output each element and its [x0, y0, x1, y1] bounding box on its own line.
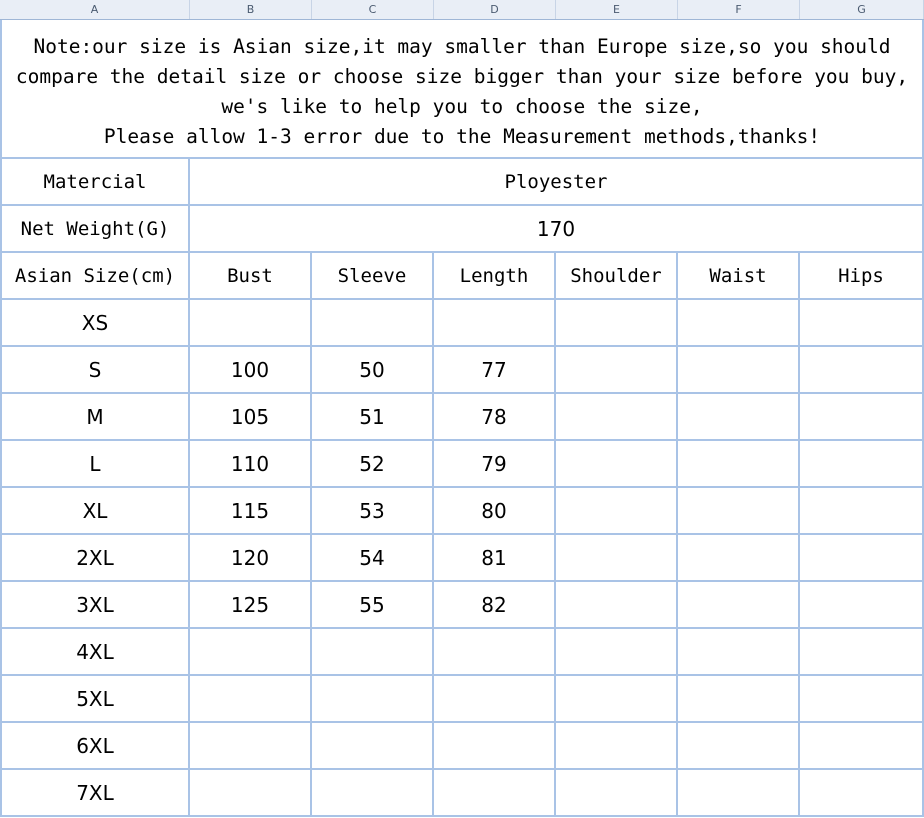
table-cell: [556, 441, 678, 488]
table-cell: 105: [190, 394, 312, 441]
table-cell: 53: [312, 488, 434, 535]
table-cell: 110: [190, 441, 312, 488]
table-cell: 55: [312, 582, 434, 629]
column-header-bar: [0, 0, 924, 20]
size-label: 5XL: [0, 676, 190, 723]
table-cell: [800, 582, 924, 629]
column-header-d[interactable]: D: [434, 0, 556, 19]
material-value: Ployester: [190, 159, 924, 206]
table-cell: [678, 394, 800, 441]
table-cell: 80: [434, 488, 556, 535]
table-cell: 81: [434, 535, 556, 582]
table-cell: [556, 723, 678, 770]
table-cell: [678, 723, 800, 770]
table-cell: 100: [190, 347, 312, 394]
table-cell: [800, 441, 924, 488]
table-cell: [678, 582, 800, 629]
table-cell: 78: [434, 394, 556, 441]
table-cell: [556, 676, 678, 723]
table-cell: [800, 347, 924, 394]
column-header-e[interactable]: E: [556, 0, 678, 19]
table-cell: [678, 488, 800, 535]
table-cell: [434, 723, 556, 770]
size-label: S: [0, 347, 190, 394]
table-cell: [556, 394, 678, 441]
table-cell: 50: [312, 347, 434, 394]
table-cell: 120: [190, 535, 312, 582]
header-sleeve: Sleeve: [312, 253, 434, 300]
header-shoulder: Shoulder: [556, 253, 678, 300]
table-cell: [190, 676, 312, 723]
note-line-3: we's like to help you to choose the size,: [221, 95, 703, 118]
note-line-1: Note:our size is Asian size,it may smaller than Europe size,so you should: [33, 35, 891, 58]
column-header-g[interactable]: G: [800, 0, 924, 19]
header-length: Length: [434, 253, 556, 300]
table-cell: [556, 629, 678, 676]
table-cell: [312, 723, 434, 770]
net-weight-value: 170: [190, 206, 924, 253]
table-cell: [678, 300, 800, 347]
size-label: 2XL: [0, 535, 190, 582]
note-line-2: compare the detail size or choose size bigger than your size before you buy,: [15, 65, 909, 88]
table-cell: [312, 676, 434, 723]
table-cell: [556, 300, 678, 347]
size-label: 7XL: [0, 770, 190, 817]
column-header-a[interactable]: A: [0, 0, 190, 19]
note-line-4: Please allow 1-3 error due to the Measurement methods,thanks!: [103, 125, 821, 148]
size-label: M: [0, 394, 190, 441]
table-cell: [678, 441, 800, 488]
table-cell: [190, 723, 312, 770]
table-cell: [312, 770, 434, 817]
size-label: XL: [0, 488, 190, 535]
table-cell: [800, 535, 924, 582]
table-cell: [190, 770, 312, 817]
table-cell: [678, 676, 800, 723]
table-cell: [800, 676, 924, 723]
table-cell: [800, 770, 924, 817]
table-cell: [190, 629, 312, 676]
table-cell: [312, 300, 434, 347]
table-cell: [800, 488, 924, 535]
table-cell: [434, 676, 556, 723]
column-header-f[interactable]: F: [678, 0, 800, 19]
material-label: Matercial: [0, 159, 190, 206]
table-cell: 125: [190, 582, 312, 629]
table-cell: 115: [190, 488, 312, 535]
table-cell: [556, 347, 678, 394]
size-label: XS: [0, 300, 190, 347]
table-cell: [434, 629, 556, 676]
table-cell: [800, 723, 924, 770]
header-bust: Bust: [190, 253, 312, 300]
table-cell: [556, 488, 678, 535]
table-cell: [556, 582, 678, 629]
table-cell: [190, 300, 312, 347]
column-header-b[interactable]: B: [190, 0, 312, 19]
table-cell: [556, 535, 678, 582]
table-cell: [678, 535, 800, 582]
net-weight-label: Net Weight(G): [0, 206, 190, 253]
size-label: 3XL: [0, 582, 190, 629]
table-cell: [434, 770, 556, 817]
table-cell: 51: [312, 394, 434, 441]
table-cell: [434, 300, 556, 347]
table-cell: [678, 629, 800, 676]
table-cell: 79: [434, 441, 556, 488]
table-cell: [800, 629, 924, 676]
size-label: L: [0, 441, 190, 488]
table-cell: [678, 770, 800, 817]
column-header-c[interactable]: C: [312, 0, 434, 19]
size-label: 4XL: [0, 629, 190, 676]
table-cell: 82: [434, 582, 556, 629]
header-asian-size-cm: Asian Size(cm): [0, 253, 190, 300]
table-cell: [678, 347, 800, 394]
header-hips: Hips: [800, 253, 924, 300]
table-cell: [312, 629, 434, 676]
size-note: [0, 20, 924, 159]
size-label: 6XL: [0, 723, 190, 770]
table-cell: [556, 770, 678, 817]
table-cell: 77: [434, 347, 556, 394]
table-cell: [800, 300, 924, 347]
table-cell: [800, 394, 924, 441]
header-waist: Waist: [678, 253, 800, 300]
table-cell: 54: [312, 535, 434, 582]
table-cell: 52: [312, 441, 434, 488]
